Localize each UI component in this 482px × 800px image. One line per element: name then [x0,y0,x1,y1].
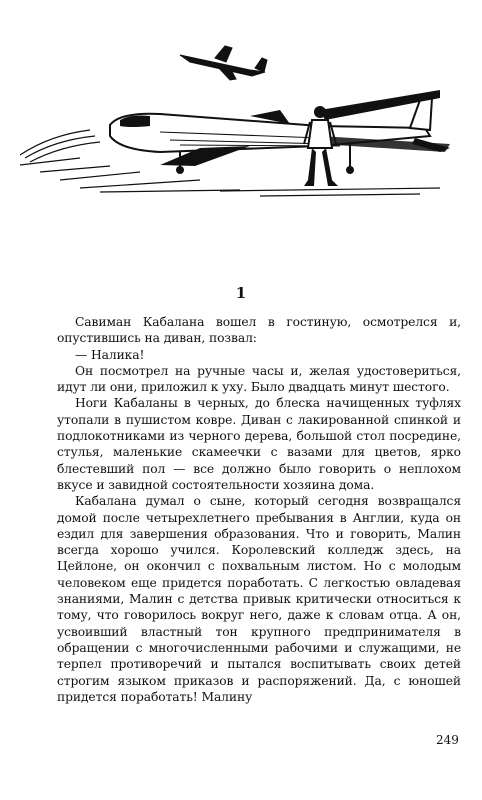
page-number: 249 [436,733,459,747]
paragraph: Он посмотрел на ручные часы и, желая удостовериться, идут ли они, приложил к уху. Было двадцать минут шестого. [57,363,461,395]
body-text [57,314,461,705]
paragraph: Кабалана думал о сыне, который сегодня возвращался домой после четырехлетнего пребывания в Англии, куда он ездил для завершения образования. Что и говорить, Малин всегда хорошо учился. Королевский колледж здесь, на Цейлоне, он окончил с похвальным листом. Но с молодым человеком еще придется поработать. С легкостью овладевая знаниями, Малин с детства привык критически относиться к тому, что говорилось вокруг него, даже к словам отца. А он, усвоивший властный тон крупного предпринимателя в обращении с многочисленными рабочими и служащими, не терпел противоречий и пытался воспитывать своих детей строгим языком приказов и распоряжений. Да, с юношей придется поработать! Малину [57,494,461,704]
airfield-illustration [20,40,460,200]
paragraph: Савиман Кабалана вошел в гостиную, осмотрелся и, опустившись на диван, позвал: [57,315,461,346]
sky-airplane [180,46,267,80]
paragraph: Ноги Кабаланы в черных, до блеска начищенных туфлях утопали в пушистом ковре. Диван с лакированной спинкой и подлокотниками из черного дерева, большой стол посредине, стулья, маленькие скамеечки с вазами для цветов, ярко блестевший пол — все должно было говорить о неплохом вкусе и завидной состоятельности хозяина дома. [57,396,461,492]
jet-aircraft [110,90,450,174]
chapter-number: 1 [235,284,247,302]
paragraph: — Налика! [75,347,145,362]
